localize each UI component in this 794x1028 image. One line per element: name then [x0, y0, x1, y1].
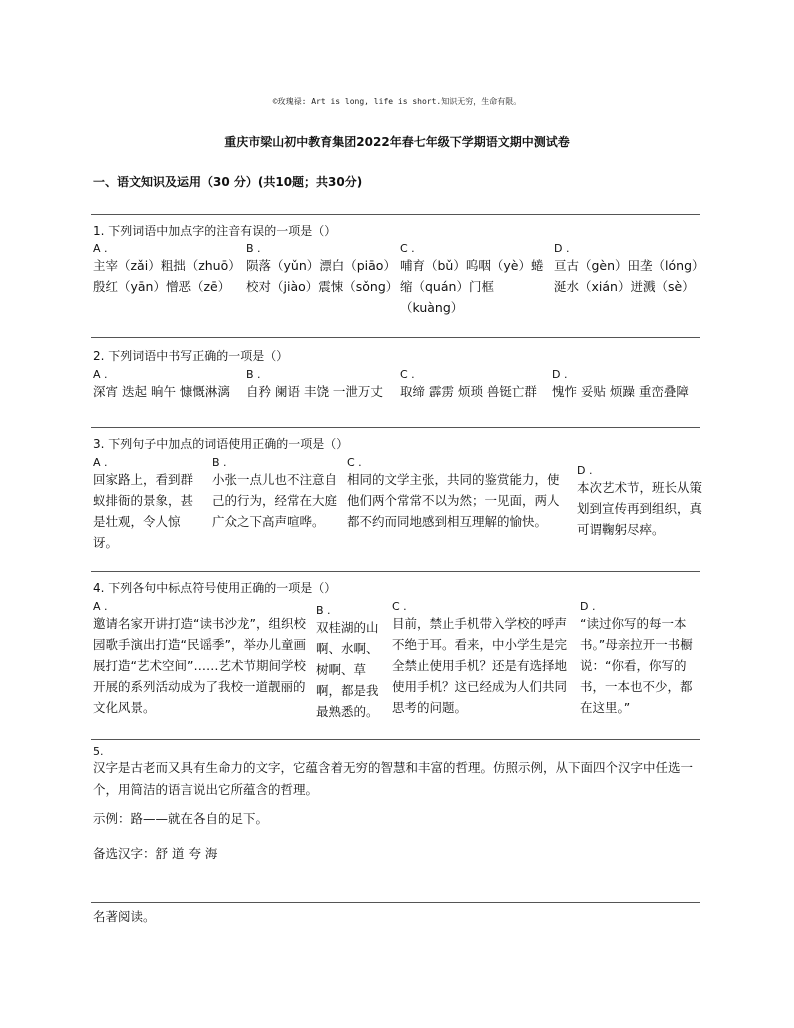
option-text: 小张一点儿也不注意自己的行为，经常在大庭广众之下高声喧哗。: [212, 472, 338, 529]
option-text: 主宰（zǎi）粗拙（zhuō）殷红（yān）憎恶（zē）: [93, 258, 241, 294]
option-letter: D .: [577, 464, 593, 477]
divider: [91, 571, 700, 572]
option-letter: D .: [552, 368, 568, 381]
q4-option-b[interactable]: [316, 604, 386, 722]
question-6-text: 名著阅读。: [93, 909, 156, 924]
option-text: “读过你写的每一本书。”母亲拉开一书橱说：“你看，你写的书，一本也不少，都在这里。”: [580, 616, 693, 715]
option-letter: B .: [212, 456, 227, 469]
divider: [91, 739, 700, 740]
option-text: 陨落（yǔn）漂白（piāo）校对（jiào）震悚（sǒng）: [246, 258, 399, 294]
question-5-example: 示例：路——就在各自的足下。: [93, 811, 269, 826]
option-text: 目前，禁止手机带入学校的呼声不绝于耳。看来，中小学生是完全禁止使用手机？还是有选择地使用手机？这已经成为人们共同思考的问题。: [392, 616, 568, 715]
question-1-stem: 1. 下列词语中加点字的注音有误的一项是（）: [93, 224, 337, 238]
divider: [91, 214, 700, 215]
q3-option-a[interactable]: [93, 456, 205, 553]
q3-option-d[interactable]: [577, 464, 704, 540]
q1-option-a[interactable]: [93, 242, 243, 297]
q1-option-b[interactable]: [246, 242, 399, 297]
q2-option-a[interactable]: [93, 368, 245, 402]
option-text: 亘古（gèn）田垄（lóng）涎水（xián）迸溅（sè）: [554, 258, 699, 294]
option-letter: C .: [400, 242, 415, 255]
option-letter: A .: [93, 456, 108, 469]
option-text: 哺育（bǔ）呜咽（yè）蜷缩（quán）门框（kuàng）: [400, 258, 544, 315]
option-text: 双桂湖的山啊、水啊、树啊、草啊，都是我最熟悉的。: [316, 620, 379, 719]
option-letter: A .: [93, 368, 108, 381]
divider: [91, 902, 700, 903]
option-letter: B .: [246, 242, 261, 255]
q3-option-b[interactable]: [212, 456, 338, 532]
q3-option-c[interactable]: [347, 456, 569, 532]
option-text: 本次艺术节，班长从策划到宣传再到组织，真可谓鞠躬尽瘁。: [577, 480, 703, 537]
option-text: 愧怍 妥贴 烦躁 重峦叠障: [552, 384, 689, 399]
option-text: 邀请名家开讲打造“读书沙龙”，组织校园歌手演出打造“民谣季”，举办儿童画展打造“艺术空间”……艺术节期间学校开展的系列活动成为了我校一道靓丽的文化风景。: [93, 616, 306, 715]
page-title: 重庆市梁山初中教育集团2022年春七年级下学期语文期中测试卷: [224, 135, 570, 149]
option-letter: B .: [246, 368, 261, 381]
option-text: 相同的文学主张，共同的鉴赏能力，使他们两个常常不以为然；一见面，两人都不约而同地感到相互理解的愉快。: [347, 472, 560, 529]
q4-option-a[interactable]: [93, 600, 309, 718]
q2-option-b[interactable]: [246, 368, 398, 402]
option-letter: A .: [93, 242, 108, 255]
option-letter: C .: [392, 600, 407, 613]
option-letter: D .: [580, 600, 596, 613]
question-5-candidates: 备选汉字：舒 道 夸 海: [93, 846, 218, 861]
q1-option-d[interactable]: [554, 242, 704, 297]
question-2-stem: 2. 下列词语中书写正确的一项是（）: [93, 349, 289, 363]
option-text: 自矜 阑语 丰饶 一泄万丈: [246, 384, 383, 399]
question-5-text: 汉字是古老而又具有生命力的文字，它蕴含着无穷的智慧和丰富的哲理。仿照示例，从下面四个汉字中任选一个，用简洁的语言说出它所蕴含的哲理。: [93, 760, 694, 797]
question-5-number: 5.: [93, 745, 104, 758]
divider: [91, 427, 700, 428]
q2-option-d[interactable]: [552, 368, 704, 402]
option-letter: D .: [554, 242, 570, 255]
option-letter: C .: [400, 368, 415, 381]
section-title: 一、语文知识及运用（30 分）(共10题；共30分): [93, 175, 363, 189]
q4-option-c[interactable]: [392, 600, 574, 718]
option-text: 回家路上，看到群蚁排衙的景象，甚是壮观，令人惊讶。: [93, 472, 194, 550]
option-text: 取缔 霹雳 烦琐 兽铤亡群: [400, 384, 537, 399]
question-4-stem: 4. 下列各句中标点符号使用正确的一项是（）: [93, 581, 337, 595]
question-3-stem: 3. 下列句子中加点的词语使用正确的一项是（）: [93, 437, 349, 451]
q4-option-d[interactable]: [580, 600, 704, 718]
option-letter: B .: [316, 604, 331, 617]
option-letter: A .: [93, 600, 108, 613]
option-letter: C .: [347, 456, 362, 469]
header-motto: ©玫瑰禄: Art is long, life is short.知识无穷，生命有限。: [272, 97, 522, 106]
q2-option-c[interactable]: [400, 368, 552, 402]
q1-option-c[interactable]: [400, 242, 550, 318]
option-text: 深宵 迭起 晌午 慷慨淋漓: [93, 384, 230, 399]
divider: [91, 337, 700, 338]
